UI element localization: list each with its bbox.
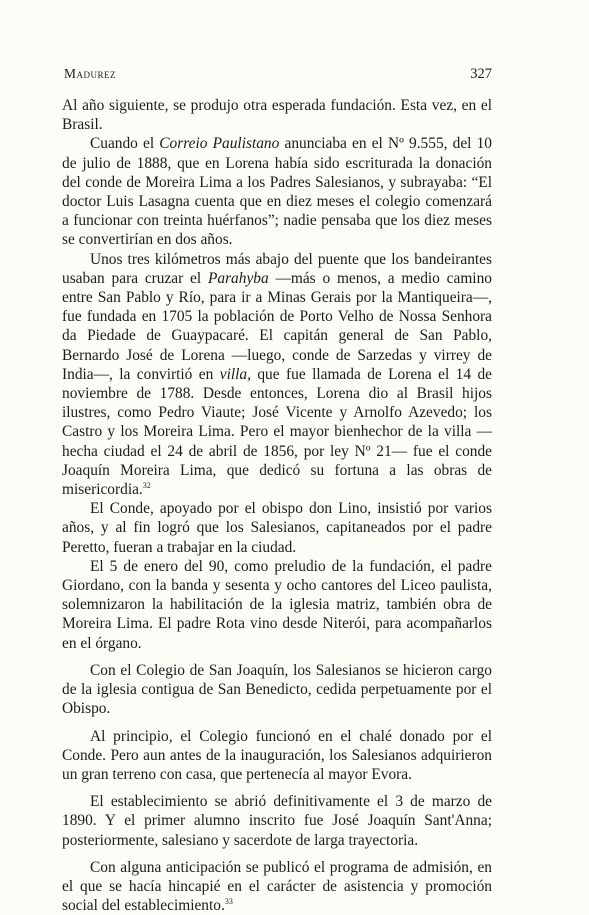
paragraph-text: Unos tres kilómetros más abajo del puente que los bandeirantes usaban para cruzar el xyxy=(62,250,492,287)
page-header xyxy=(64,66,492,83)
paragraph-text: El 5 de enero del 90, como preludio de la fundación, el padre Giordano, con la banda y sesenta y ocho cantores del Liceo paulista, solemnizaron la habilitación de la iglesia matriz, también obra de Moreira Lima. El padre Rota vino desde Niterói, para acompañarlos en el órgano. xyxy=(62,557,492,652)
paragraph-text: anunciaba en el Nº 9.555, del 10 de julio de 1888, que en Lorena había sido escriturada la donación del conde de Moreira Lima a los Padres Salesianos, y subrayaba: “El doctor Luis Lasagna cuenta que en diez meses el colegio comenzará a funcionar con treinta huérfanos”; nadie pensaba que los diez meses se convertirían en dos años. xyxy=(62,135,492,249)
paragraph xyxy=(62,134,492,249)
paragraph xyxy=(62,661,492,719)
paragraph-text: El Conde, apoyado por el obispo don Lino, insistió por varios años, y al fin logró que los Salesianos, capitaneados por el padre Peretto, fueran a trabajar en la ciudad. xyxy=(62,500,492,556)
paragraph-text: Con alguna anticipación se publicó el programa de admisión, en el que se hacía hincapié en el carácter de asistencia y promoción social del establecimiento. xyxy=(62,858,492,915)
footnote-ref: 32 xyxy=(142,480,151,490)
paragraph xyxy=(62,557,492,653)
page-number: 327 xyxy=(470,66,492,82)
paragraph xyxy=(62,792,492,850)
paragraph-text: El establecimiento se abrió definitivamente el 3 de marzo de 1890. Y el primer alumno inscrito fue José Joaquín Sant'Anna; posteriormente, salesiano y sacerdote de larga trayectoria. xyxy=(62,793,492,849)
river-name: Parahyba xyxy=(207,269,269,287)
paragraph-text: Al principio, el Colegio funcionó en el chalé donado por el Conde. Pero aun antes de la inauguración, los Salesianos adquirieron un gran terreno con casa, que pertenecía al mayor Evora. xyxy=(62,727,492,783)
emphasis-villa: villa, xyxy=(219,365,251,383)
footnote-ref: 33 xyxy=(224,897,233,906)
paragraph xyxy=(62,499,492,557)
paragraph xyxy=(62,250,492,500)
paragraph xyxy=(62,96,492,134)
running-head: Madurez xyxy=(64,66,117,81)
paragraph xyxy=(62,727,492,785)
body-text xyxy=(62,96,492,915)
paragraph-text: —más o menos, a medio camino entre San Pablo y Río, para ir a Minas Gerais por la Mantiqueira—, fue fundada en 1705 la población de Porto Velho de Nossa Senhora da Piedade de Guaypacaré. El capitán general de San Pablo, Bernardo José de Lorena —luego, conde de Sarzedas y virrey de India—, la convirtió en xyxy=(62,269,492,383)
paragraph-text: Cuando el xyxy=(90,135,160,153)
paragraph-text: Con el Colegio de San Joaquín, los Salesianos se hicieron cargo de la iglesia contigua de San Benedicto, cedida perpetuamente por el Obispo. xyxy=(62,661,492,718)
newspaper-title: Correio Paulistano xyxy=(159,135,280,153)
paragraph-text: Al año siguiente, se produjo otra esperada fundación. Esta vez, en el Brasil. xyxy=(62,97,492,134)
paragraph xyxy=(62,858,492,915)
paragraph-text: que fue llamada de Lorena el 14 de noviembre de 1788. Desde entonces, Lorena dio al Brasil hijos ilustres, como Pedro Viaute; José Vicente y Arnolfo Azevedo; los Castro y los Moreira Lima. Pero el mayor bienhechor de la villa —hecha ciudad el 24 de abril de 1856, por ley Nº 21— fue el conde Joaquín Moreira Lima, que dedicó su fortuna a las obras de misericordia. xyxy=(62,365,492,499)
